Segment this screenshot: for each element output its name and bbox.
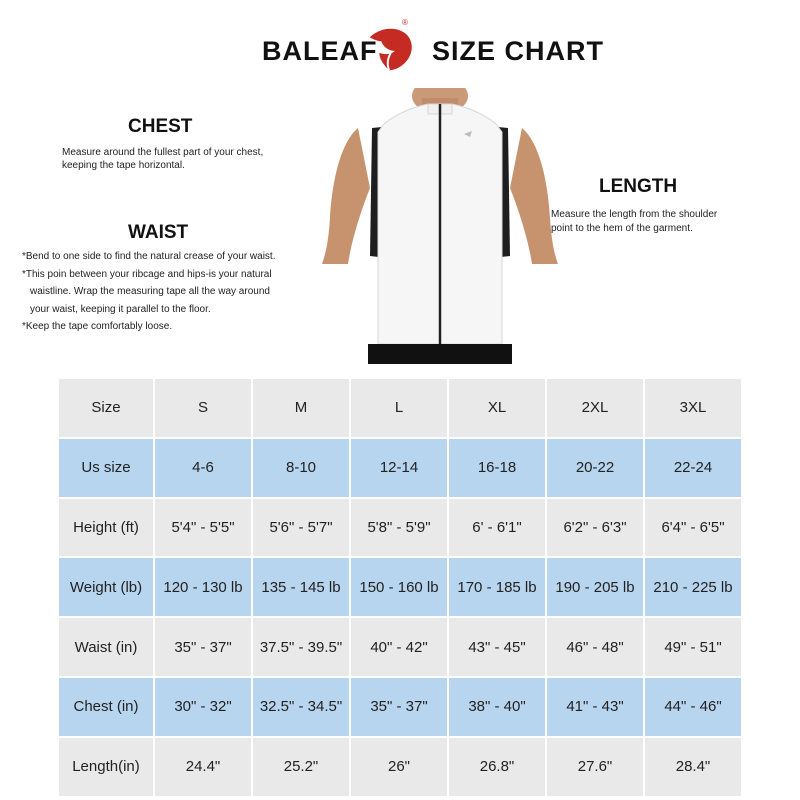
table-cell: 20-22 [547,439,643,497]
table-cell: 46" - 48" [547,618,643,676]
table-row [58,737,742,797]
row-label: Weight (lb) [59,558,153,616]
waist-instruction-line: *This poin between your ribcage and hips-is your natural [22,268,272,280]
length-instruction-line: point to the hem of the garment. [551,223,693,234]
table-cell: 41" - 43" [547,678,643,736]
table-cell: M [253,379,349,437]
table-cell: 4-6 [155,439,251,497]
table-cell: 26.8" [449,738,545,796]
table-cell: 150 - 160 lb [351,558,447,616]
row-label: Length(in) [59,738,153,796]
registered-mark: ® [402,18,408,27]
table-cell: 2XL [547,379,643,437]
length-instructions [551,208,791,236]
table-cell: 5'8" - 5'9" [351,499,447,557]
table-cell: 32.5" - 34.5" [253,678,349,736]
table-cell: 210 - 225 lb [645,558,741,616]
chest-instructions [62,146,302,172]
table-cell: 27.6" [547,738,643,796]
table-cell: 30" - 32" [155,678,251,736]
waist-instruction-line: *Bend to one side to find the natural crease of your waist. [22,251,276,262]
table-cell: S [155,379,251,437]
table-cell: 40" - 42" [351,618,447,676]
table-cell: 38" - 40" [449,678,545,736]
table-cell: 43" - 45" [449,618,545,676]
table-row [58,498,742,558]
table-cell: 135 - 145 lb [253,558,349,616]
waist-heading: WAIST [128,222,189,243]
table-cell: L [351,379,447,437]
table-cell: 26" [351,738,447,796]
brand-leaf-logo-icon [360,20,418,78]
table-cell: 6' - 6'1" [449,499,545,557]
row-label: Waist (in) [59,618,153,676]
table-cell: 35" - 37" [155,618,251,676]
table-cell: 12-14 [351,439,447,497]
table-cell: XL [449,379,545,437]
row-label: Us size [59,439,153,497]
table-cell: 6'2" - 6'3" [547,499,643,557]
table-cell: 3XL [645,379,741,437]
page-title: SIZE CHART [432,36,604,66]
row-label: Chest (in) [59,678,153,736]
table-cell: 49" - 51" [645,618,741,676]
waist-instruction-line: waistline. Wrap the measuring tape all the way around [30,286,270,297]
table-cell: 190 - 205 lb [547,558,643,616]
model-wearing-vest-image [318,88,562,364]
page-header [0,18,800,88]
table-cell: 170 - 185 lb [449,558,545,616]
table-cell: 22-24 [645,439,741,497]
length-instruction-line: Measure the length from the shoulder [551,209,718,220]
table-row [58,557,742,617]
size-chart-table [58,378,742,797]
table-cell: 24.4" [155,738,251,796]
table-cell: 5'6" - 5'7" [253,499,349,557]
chest-instruction-line: Measure around the fullest part of your chest, [62,147,264,158]
table-row [58,438,742,498]
waist-instructions [22,248,322,336]
table-cell: 44" - 46" [645,678,741,736]
table-cell: 5'4" - 5'5" [155,499,251,557]
table-cell: 16-18 [449,439,545,497]
table-row [58,378,742,438]
table-cell: 8-10 [253,439,349,497]
brand-name: BALEAF [262,36,378,66]
table-row [58,617,742,677]
table-cell: 37.5" - 39.5" [253,618,349,676]
length-heading: LENGTH [599,176,678,197]
chest-instruction-line: keeping the tape horizontal. [62,160,185,171]
row-label: Size [59,379,153,437]
table-cell: 25.2" [253,738,349,796]
waist-instruction-line: *Keep the tape comfortably loose. [22,321,173,332]
table-cell: 120 - 130 lb [155,558,251,616]
table-row [58,677,742,737]
chest-heading: CHEST [128,116,193,137]
table-cell: 6'4" - 6'5" [645,499,741,557]
table-cell: 28.4" [645,738,741,796]
table-cell: 35" - 37" [351,678,447,736]
row-label: Height (ft) [59,499,153,557]
waist-instruction-line: your waist, keeping it parallel to the floor. [30,303,211,315]
